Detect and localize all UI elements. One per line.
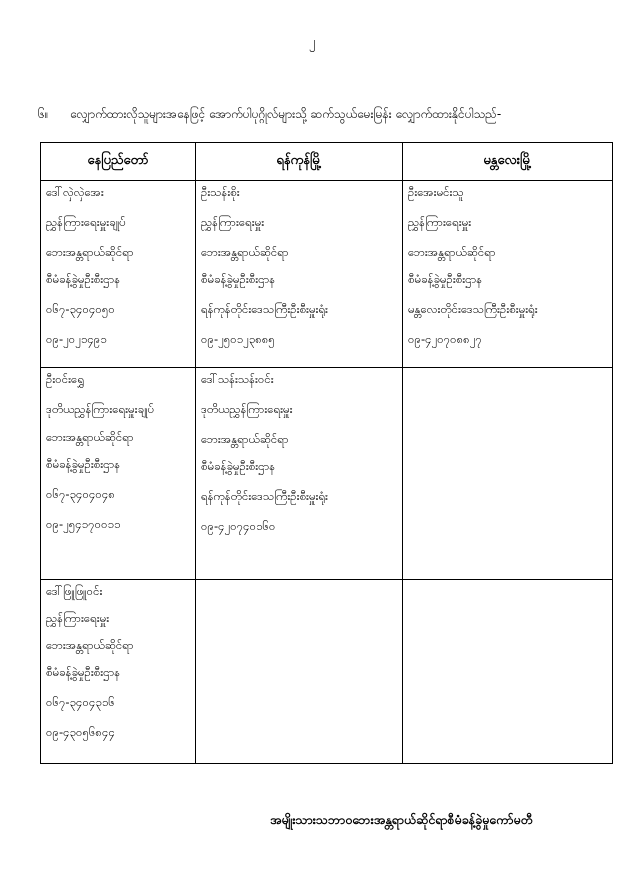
contact-office: ရန်ကုန်တိုင်းဒေသကြီးဦးစီးမှူးရုံး xyxy=(201,489,328,503)
contact-department: ဘေးအန္တရာယ်ဆိုင်ရာ xyxy=(46,638,134,652)
page-number: ၂ xyxy=(308,35,316,50)
contact-cell xyxy=(41,181,196,368)
header-yangon: ရန်ကုန်မြို့ xyxy=(196,143,403,181)
contact-cell xyxy=(41,368,196,580)
contact-mobile: ၀၉-၂၅၄၁၇၀၀၁၁ xyxy=(46,517,121,531)
contact-department: ဘေးအန္တရာယ်ဆိုင်ရာ xyxy=(408,245,496,259)
contact-name: ဦးအေးမင်းသူ xyxy=(408,185,464,199)
contact-department: စီမံခန့်ခွဲမှုဦးစီးဌာန xyxy=(201,459,276,473)
contact-cell xyxy=(403,181,613,368)
table-row xyxy=(41,181,613,368)
contact-office: ရန်ကုန်တိုင်းဒေသကြီးဦးစီးမှူးရုံး xyxy=(201,302,328,316)
contact-mobile: ၀၉-၄၂၀၇၄၀၁၆၀ xyxy=(201,519,276,533)
contact-name: ဒေါ်လှဲလှဲအေး xyxy=(46,185,104,199)
contact-mobile: ၀၉-၄၃၀၅၆၈၄၄ xyxy=(46,725,115,739)
contact-name: ဒေါ်သန်းသန်းဝင်း xyxy=(201,372,274,386)
contact-department: စီမံခန့်ခွဲမှုဦးစီးဌာန xyxy=(408,272,483,286)
table-header-row xyxy=(41,143,613,181)
contact-title: ညွှန်ကြားရေးမှူးချုပ် xyxy=(46,215,126,229)
header-mandalay: မန္တလေးမြို့ xyxy=(403,143,613,181)
contacts-table xyxy=(40,142,613,764)
contact-department: ဘေးအန္တရာယ်ဆိုင်ရာ xyxy=(201,432,289,446)
contact-phone: ၀၆၇-၃၄၀၄၃၁၆ xyxy=(46,695,115,709)
contact-title: ညွှန်ကြားရေးမှူး xyxy=(46,611,110,625)
contact-title: ညွှန်ကြားရေးမှူး xyxy=(201,215,265,229)
contact-cell xyxy=(41,580,196,764)
contact-mobile: ၀၉-၄၂၀၇၀၈၈၂၇ xyxy=(408,332,482,346)
contact-department: စီမံခန့်ခွဲမှုဦးစီးဌာန xyxy=(46,665,121,679)
empty-cell xyxy=(403,368,613,580)
header-naypyitaw: နေပြည်တော် xyxy=(41,143,196,181)
contact-mobile: ၀၉-၂၅၀၁၂၃၈၈၅ xyxy=(201,332,275,346)
intro-text: လျှောက်ထားလိုသူများအနေဖြင့် အောက်ပါပုဂ္ဂိုလ်များသို့ ဆက်သွယ်မေးမြန်း လျှောက်ထားနိုင်ပါသည်- xyxy=(70,107,502,121)
contact-title: ဒုတိယညွှန်ကြားရေးမှူးချုပ် xyxy=(46,402,155,416)
contact-title: ဒုတိယညွှန်ကြားရေးမှူး xyxy=(201,402,293,416)
contact-phone: ၀၆၇-၃၄၀၄၀၄၈ xyxy=(46,487,115,501)
contact-name: ဦးသန်းစိုး xyxy=(201,185,240,199)
contact-office: မန္တလေးတိုင်းဒေသကြီးဦးစီးမှူးရုံး xyxy=(408,302,538,316)
contact-cell xyxy=(196,368,403,580)
contact-phone: ၀၆၇-၃၄၀၄၀၅၀ xyxy=(46,302,115,316)
contact-department: ဘေးအန္တရာယ်ဆိုင်ရာ xyxy=(46,430,134,444)
table-row xyxy=(41,368,613,580)
contact-department: ဘေးအန္တရာယ်ဆိုင်ရာ xyxy=(46,245,134,259)
intro-paragraph xyxy=(38,106,598,124)
contact-cell xyxy=(196,181,403,368)
table-row xyxy=(41,580,613,764)
empty-cell xyxy=(196,580,403,764)
contact-mobile: ၀၉-၂၀၂၁၄၉၁ xyxy=(46,332,107,346)
contact-name: ဦးဝင်းရွှေ xyxy=(46,372,85,386)
contact-department: စီမံခန့်ခွဲမှုဦးစီးဌာန xyxy=(46,272,121,286)
contact-department: စီမံခန့်ခွဲမှုဦးစီးဌာန xyxy=(201,272,276,286)
contact-name: ဒေါ်ဖြူဖြူဝင်း xyxy=(46,584,103,598)
intro-number: ၆။ xyxy=(38,107,49,121)
empty-cell xyxy=(403,580,613,764)
contact-department: ဘေးအန္တရာယ်ဆိုင်ရာ xyxy=(201,245,289,259)
committee-signature: အမျိုးသားသဘာဝဘေးအန္တရာယ်ဆိုင်ရာစီမံခန့်ခွဲမှုကော်မတီ xyxy=(270,812,533,827)
contact-department: စီမံခန့်ခွဲမှုဦးစီးဌာန xyxy=(46,457,121,471)
contact-title: ညွှန်ကြားရေးမှူး xyxy=(408,215,472,229)
